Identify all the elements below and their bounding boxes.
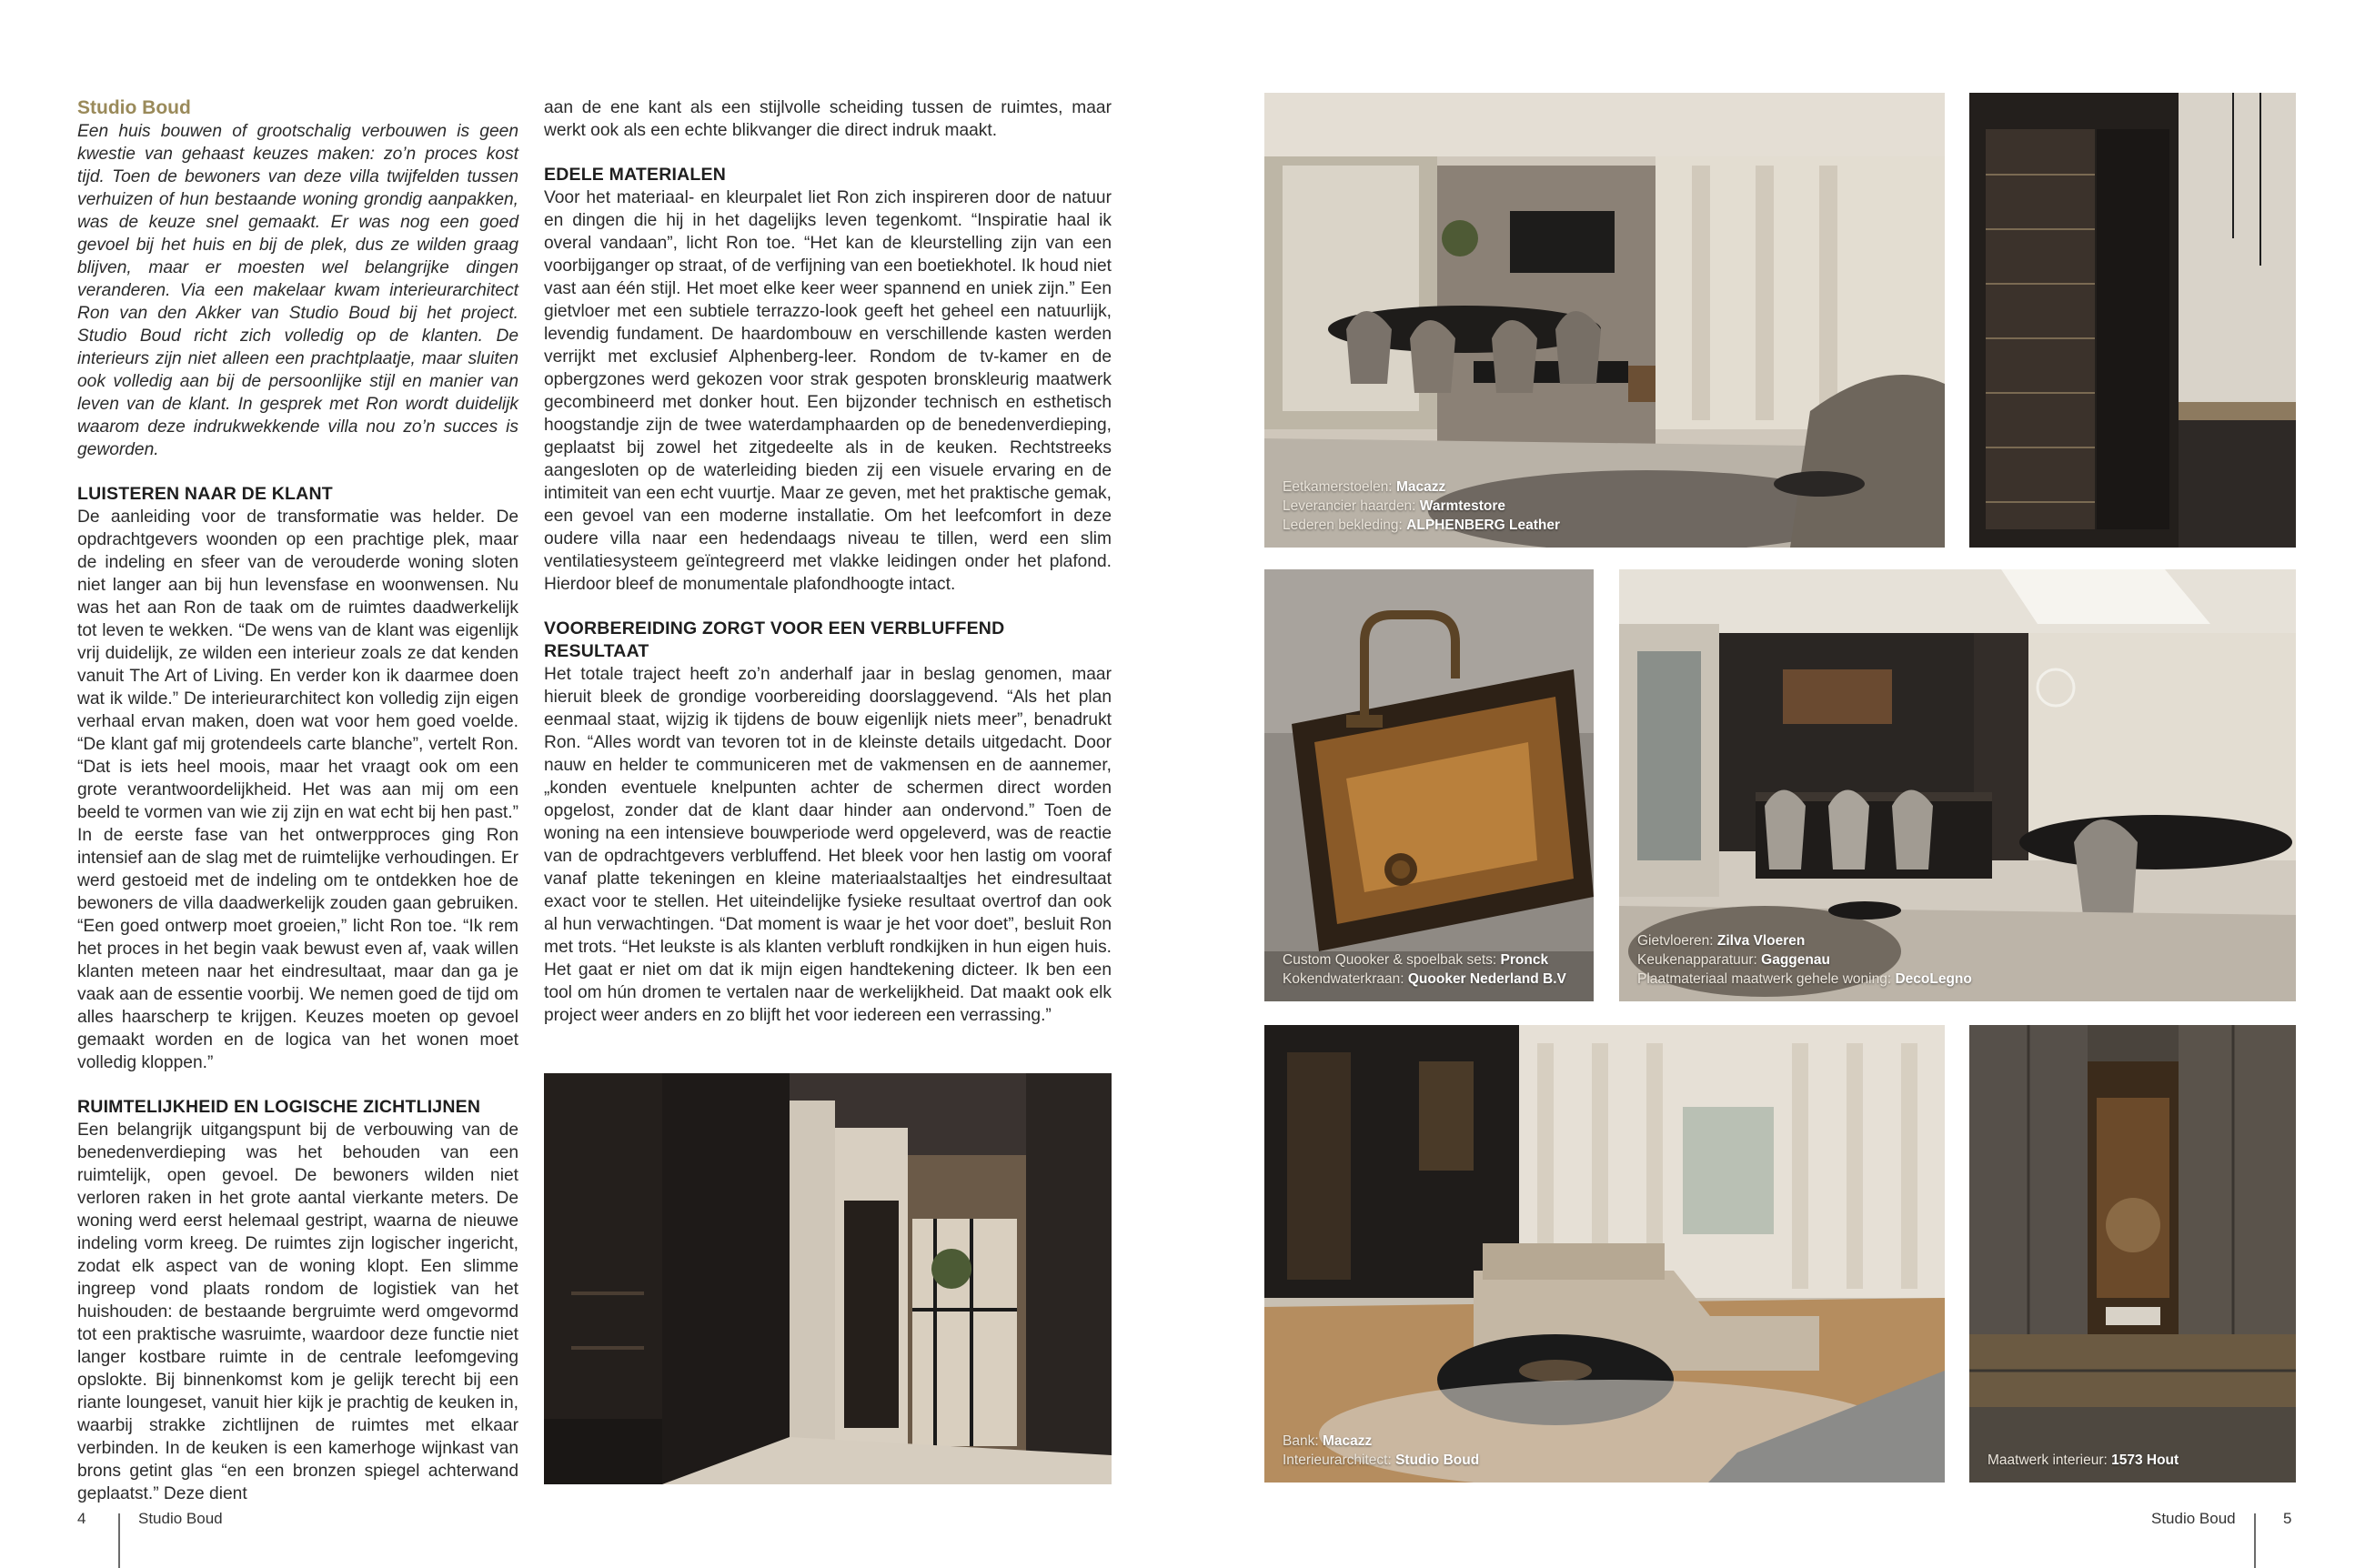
hallway-illustration	[544, 1073, 1112, 1484]
article-column-2	[544, 96, 1112, 1027]
caption-label: Keukenapparatuur:	[1637, 952, 1762, 968]
bronze-sink-illustration	[1264, 569, 1594, 1001]
section-body-ruimtelijkheid-continued: aan de ene kant als een stijlvolle scheiding tussen de ruimtes, maar werkt ook als een echte blikvanger die direct indruk maakt.	[544, 98, 1112, 140]
caption-value: Zilva Vloeren	[1716, 933, 1806, 949]
caption-value: 1573 Hout	[2111, 1452, 2179, 1468]
caption-value: DecoLegno	[1895, 971, 1972, 987]
living-room-illustration	[1264, 1025, 1945, 1483]
caption-label: Plaatmateriaal maatwerk gehele woning:	[1637, 971, 1896, 987]
left-footer-divider	[118, 1513, 120, 1568]
caption-value: Macazz	[1322, 1433, 1373, 1449]
kitchen-caption	[1637, 931, 1972, 989]
caption-line	[1283, 950, 1566, 970]
section-body-materialen: Voor het materiaal- en kleurpalet liet Ron zich inspireren door de natuur en dingen die hij in het dagelijks leven tegenkomt. “Inspiratie haal ik overal vandaan”, licht Ron toe. “Het kan de kleurstelling zijn van een voorbijganger op straat, of de verfijning van een boetiekhotel. Ik houd niet vast aan één stijl. Het moet elke keer weer spannend en uniek zijn.” Een gietvloer met een subtiele terrazzo-look geeft het geheel een natuurlijk, levendig fundament. De haardombouw en verschillende kasten werden verrijkt met exclusief Alphenberg-leer. Rondom de tv-kamer en de opbergzones werd gekozen voor strak gespoten bronskleurig maatwerk gecombineerd met donker hout. Een bijzonder technisch en esthetisch hoogstandje zijn de twee waterdamphaarden op de benedenverdieping, geplaatst bij zowel het zitgedeelte als in de keuken. Rechtstreeks aangesloten op de waterleiding bieden zij een visuele ervaring en de intimiteit van een echt vuurtje. Maar ze geven, met het praktische gemak, een gevoel van een moderne installatie. Om het leefcomfort in deze oudere villa naar een hedendaags niveau te tillen, werd een slim ventilatiesysteem geïntegreerd met vlakke leidingen onder het plafond. Hierdoor bleef de monumentale plafondhoogte intact.	[544, 188, 1112, 594]
article-column-1	[77, 96, 518, 1505]
caption-line	[1637, 950, 1972, 970]
caption-value: Pronck	[1500, 952, 1549, 968]
caption-label: Eetkamerstoelen:	[1283, 479, 1396, 495]
left-page-number: 4	[77, 1510, 86, 1527]
caption-value: ALPHENBERG Leather	[1406, 518, 1560, 533]
wine-cabinet-illustration	[1969, 93, 2296, 548]
right-footer-brand: Studio Boud	[2151, 1510, 2236, 1527]
caption-value: Studio Boud	[1395, 1452, 1480, 1468]
section-heading-luisteren: LUISTEREN NAAR DE KLANT	[77, 484, 333, 504]
section-body-voorbereiding: Het totale traject heeft zo’n anderhalf jaar in beslag genomen, maar hieruit bleek de grondige voorbereiding doorslaggevend. “Als het plan eenmaal staat, wijzig ik tijdens de bouw eigenlijk niets meer”, benadrukt Ron. “Alles wordt van tevoren tot in de kleinste details uitgedacht. Door nauw en helder te communiceren met de vakmensen en de aannemer, „konden eventuele knelpunten achter de schermen direct worden opgelost, zonder dat de klant daar hinder aan ondervond.” Toen de woning na een intensieve bouwperiode werd opgeleverd, was de reactie van de opdrachtgevers verbluffend. Het bleek voor hen lastig om vooraf vanaf platte tekeningen en kleine materiaalstaaltjes het eindresultaat exact voor te stellen. Het uiteindelijke fysieke resultaat overtrof dan ook al hun verwachtingen. “Dat moment is waar je het voor doet”, besluit Ron met trots. “Het leukste is als klanten verbluft rondkijken in hun eigen huis. Het gaat er niet om dat ik mijn eigen handtekening dicteer. Ik ben een tool om hún dromen te vertalen naar de werkelijkheid. Dat maakt ook elk project weer anders en zo blijft het voor iedereen een verrassing.”	[544, 665, 1112, 1025]
caption-line	[1283, 497, 1560, 516]
caption-value: Quooker Nederland B.V	[1407, 971, 1566, 987]
sink-caption	[1283, 950, 1566, 989]
left-footer-brand: Studio Boud	[138, 1510, 223, 1527]
caption-label: Custom Quooker & spoelbak sets:	[1283, 952, 1501, 968]
caption-value: Warmtestore	[1419, 498, 1505, 514]
article-intro: Een huis bouwen of grootschalig verbouwen is geen kwestie van gehaast keuzes maken: zo’n proces kost tijd. Toen de bewoners van deze villa twijfelden tussen verhuizen of hun bestaande woning grondig aanpakken, was de keuze snel gemaakt. Er was nog een goed gevoel bij het huis en bij de plek, dus ze wilden graag blijven, maar er moesten wel belangrijke dingen veranderen. Via een makelaar kwam interieurarchitect Ron van den Akker van Studio Boud bij het project. Studio Boud richt zich volledig op de klanten. De interieurs zijn niet alleen een prachtplaatje, maar sluiten ook volledig aan bij de persoonlijke stijl en manier van leven van de klant. In gesprek met Ron wordt duidelijk waarom deze indrukwekkende villa nou zo’n succes is geworden.	[77, 122, 518, 459]
caption-label: Lederen bekleding:	[1283, 518, 1407, 533]
caption-label: Gietvloeren:	[1637, 933, 1717, 949]
right-footer-divider	[2254, 1513, 2256, 1568]
caption-line	[1988, 1451, 2179, 1470]
cabinet-caption	[1988, 1451, 2179, 1470]
caption-line	[1283, 1451, 1479, 1470]
caption-value: Macazz	[1395, 479, 1446, 495]
hallway-photo	[544, 1073, 1112, 1484]
caption-value: Gaggenau	[1761, 952, 1830, 968]
right-page-number: 5	[2283, 1510, 2292, 1527]
caption-label: Maatwerk interieur:	[1988, 1452, 2112, 1468]
caption-line	[1283, 477, 1560, 497]
oak-cabinet-illustration	[1969, 1025, 2296, 1483]
kitchen-photo	[1619, 569, 2296, 1001]
caption-line	[1283, 1432, 1479, 1451]
caption-line	[1283, 516, 1560, 535]
caption-line	[1637, 970, 1972, 989]
dining-caption	[1283, 477, 1560, 535]
dining-room-photo	[1264, 93, 1945, 548]
oak-cabinet-photo	[1969, 1025, 2296, 1483]
caption-line	[1283, 970, 1566, 989]
wine-cabinet-photo	[1969, 93, 2296, 548]
bronze-sink-photo	[1264, 569, 1594, 1001]
living-caption	[1283, 1432, 1479, 1470]
article-brand-title: Studio Boud	[77, 97, 191, 118]
section-heading-ruimtelijkheid: RUIMTELIJKHEID EN LOGISCHE ZICHTLIJNEN	[77, 1097, 481, 1117]
caption-label: Interieurarchitect:	[1283, 1452, 1396, 1468]
section-heading-materialen: EDELE MATERIALEN	[544, 165, 727, 185]
caption-label: Kokendwaterkraan:	[1283, 971, 1408, 987]
living-room-photo	[1264, 1025, 1945, 1483]
section-body-ruimtelijkheid: Een belangrijk uitgangspunt bij de verbouwing van de benedenverdieping was het behouden van een ruimtelijk, open gevoel. De bewoners wilden niet verloren raken in het grote aantal vierkante meters. De woning werd eerst helemaal gestript, waarna de nieuwe indeling vorm kreeg. De ruimtes zijn logischer ingericht, zodat elk aspect van de woning klopt. Een slimme ingreep vond plaats rondom de logistiek van het huishouden: de bestaande bergruimte werd omgevormd tot een praktische wasruimte, waardoor deze functie niet langer kostbare ruimte in de centrale leefomgeving opslokte. Bij binnenkomst kom je gelijk terecht bij een riante loungeset, vanuit hier kijk je prachtig de keuken in, waarbij strakke zichtlijnen de ruimtes met elkaar verbinden. In de keuken is een kamerhoge wijnkast van brons getint glas “en een bronzen spiegel achterwand geplaatst.” Deze dient	[77, 1121, 518, 1503]
section-body-luisteren: De aanleiding voor de transformatie was helder. De opdrachtgevers woonden op een prachtige plek, maar de indeling en sfeer van de verouderde woning sloten niet langer aan bij hun levensfase en woonwensen. Nu was het aan Ron de taak om de ruimtes daadwerkelijk tot leven te wekken. “De wens van de klant was eigenlijk vrij duidelijk, ze wilden een interieur zoals ze dat kenden vanuit The Art of Living. En verder kon ik daarmee doen wat ik wilde.” De interieurarchitect kon volledig zijn eigen verhaal ervan maken, doen wat voor hem goed voelde. “De klant gaf mij grotendeels carte blanche”, vertelt Ron. “Dat is iets heel moois, maar het vraagt ook om een grote verantwoordelijkheid. Het was aan mij om een beeld te vormen van wie zij zijn en wat echt bij hen past.” In de eerste fase van het ontwerpproces ging Ron intensief aan de slag met de ruimtelijke verhoudingen. Er werd gestoeid met de indeling om te ontdekken hoe de bewoners de villa daadwerkelijk zouden gaan gebruiken. “Een goed ontwerp moet groeien,” licht Ron toe. “Ik rem het proces in het begin vaak bewust even af, vaak willen klanten meteen naar het eindresultaat, maar dan ga je vaak aan de essentie voorbij. We nemen goed de tijd om alles haarscherp te krijgen. Keuzes moeten op gevoel gemaakt worden en de logica van het wonen moet volledig kloppen.”	[77, 508, 518, 1072]
caption-label: Leverancier haarden:	[1283, 498, 1420, 514]
caption-label: Bank:	[1283, 1433, 1323, 1449]
caption-line	[1637, 931, 1972, 950]
section-heading-voorbereiding: VOORBEREIDING ZORGT VOOR EEN VERBLUFFEND RESULTAAT	[544, 618, 1005, 661]
